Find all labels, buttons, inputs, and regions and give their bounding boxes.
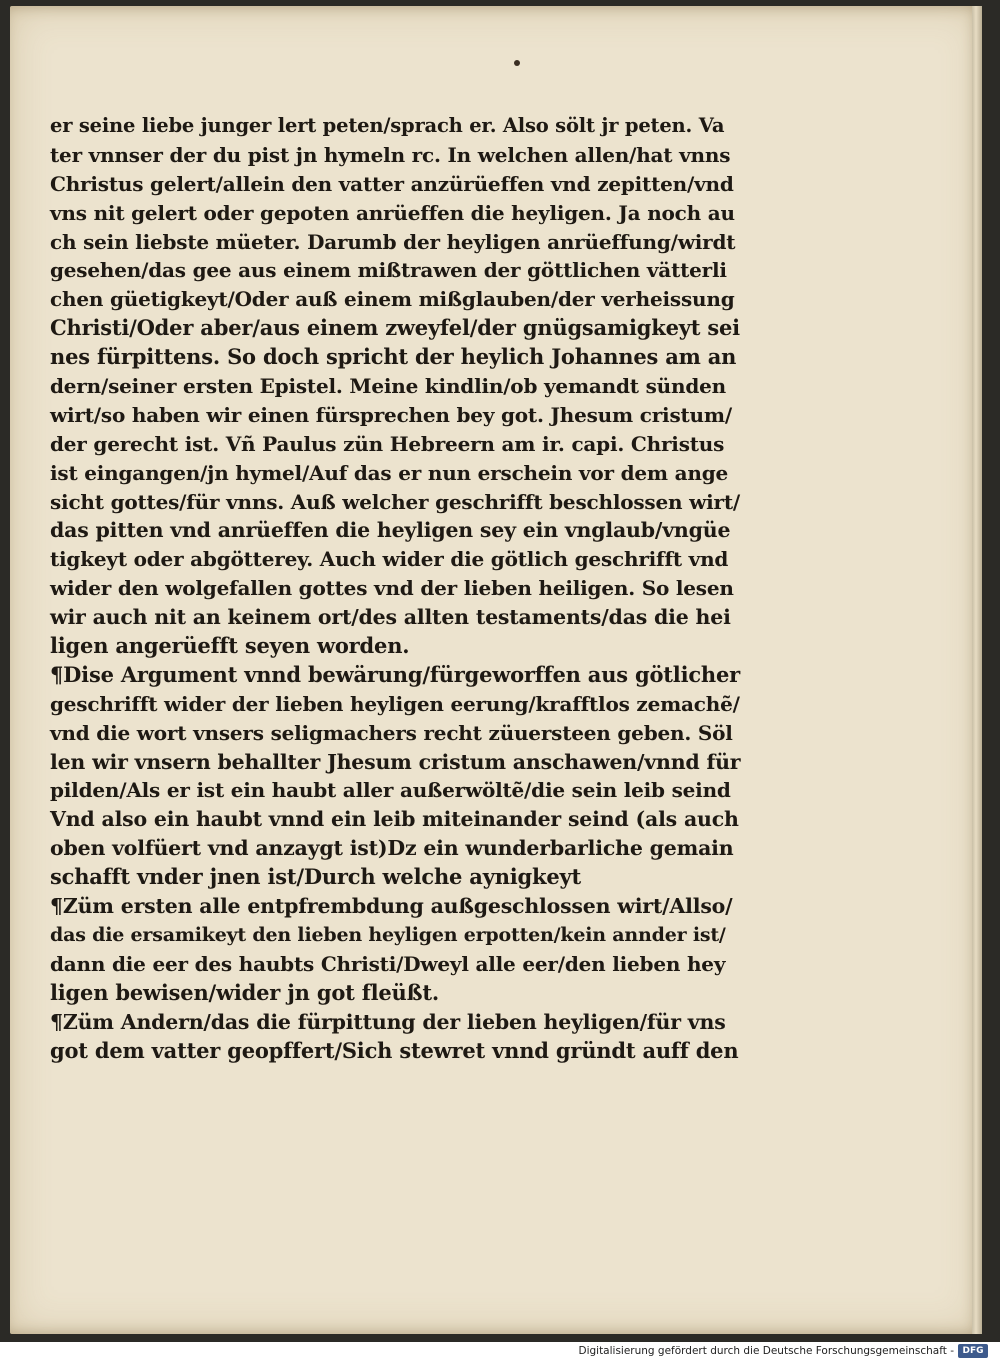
- text-line: len wir vnsern behallter Jhesum cristum anschawen/vnnd für: [50, 749, 741, 774]
- text-line: das pitten vnd anrüeffen die heyligen sey ein vnglaub/vngüe: [50, 518, 731, 543]
- text-line: wider den wolgefallen gottes vnd der lieben heiligen. So lesen: [50, 576, 734, 601]
- text-line: ist eingangen/jn hymel/Auf das er nun erschein vor dem ange: [50, 460, 729, 485]
- text-line: nes fürpittens. So doch spricht der heylich Johannes am an: [50, 344, 737, 370]
- text-line: wirt/so haben wir einen fürsprechen bey got. Jhesum cristum/: [50, 402, 732, 427]
- ink-dot: [514, 60, 520, 66]
- text-line: wir auch nit an keinem ort/des allten testaments/das die hei: [50, 605, 731, 630]
- text-line: schafft vnder jnen ist/Durch welche aynigkeyt: [50, 864, 582, 890]
- text-line: got dem vatter geopffert/Sich stewret vnnd gründt auff den: [50, 1037, 739, 1063]
- text-line: vnd die wort vnsers seligmachers recht züuersteen geben. Söl: [50, 720, 733, 745]
- footer: [0, 1342, 1000, 1362]
- text-line: sicht gottes/für vnns. Auß welcher geschrifft beschlossen wirt/: [50, 489, 740, 514]
- text-line: chen güetigkeyt/Oder auß einem mißglauben/der verheissung: [50, 287, 735, 312]
- text-line: ¶Dise Argument vnnd bewärung/fürgeworffen aus götlicher: [50, 661, 741, 687]
- text-line: ¶Züm Andern/das die fürpittung der lieben heyligen/für vns: [50, 1009, 726, 1034]
- text-line: gesehen/das gee aus einem mißtrawen der göttlichen vätterli: [50, 258, 727, 283]
- text-line: oben volfüert vnd anzaygt ist)Dz ein wunderbarliche gemain: [50, 836, 734, 861]
- text-line: ligen angerüefft seyen worden.: [50, 633, 410, 659]
- text-line: das die ersamikeyt den lieben heyligen erpotten/kein annder ist/: [50, 923, 726, 946]
- text-line: der gerecht ist. Vñ Paulus zün Hebreern am ir. capi. Christus: [50, 431, 725, 456]
- text-line: geschrifft wider der lieben heyligen eerung/krafftlos zemachẽ/: [50, 691, 740, 716]
- text-line: er seine liebe junger lert peten/sprach er. Also sölt jr peten. Va: [50, 114, 725, 137]
- page-text: [50, 112, 740, 1065]
- dfg-logo: DFG: [958, 1344, 988, 1358]
- footer-credit: Digitalisierung gefördert durch die Deutsche Forschungsgemeinschaft -: [578, 1345, 954, 1357]
- text-line: ch sein liebste müeter. Darumb der heyligen anrüeffung/wirdt: [50, 229, 736, 254]
- text-line: Vnd also ein haubt vnnd ein leib miteinander seind (als auch: [50, 807, 739, 832]
- text-line: dann die eer des haubts Christi/Dweyl alle eer/den lieben hey: [50, 951, 726, 976]
- text-line: tigkeyt oder abgötterey. Auch wider die götlich geschrifft vnd: [50, 547, 729, 572]
- text-line: ter vnnser der du pist jn hymeln rc. In welchen allen/hat vnns: [50, 142, 731, 167]
- text-line: dern/seiner ersten Epistel. Meine kindlin/ob yemandt sünden: [50, 374, 726, 399]
- text-line: ¶Züm ersten alle entpfrembdung außgeschlossen wirt/Allso/: [50, 894, 733, 919]
- text-line: Christus gelert/allein den vatter anzürüeffen vnd zepitten/vnd: [50, 171, 734, 196]
- text-line: ligen bewisen/wider jn got fleüßt.: [50, 979, 439, 1005]
- text-line: vns nit gelert oder gepoten anrüeffen die heyligen. Ja noch au: [50, 200, 735, 225]
- page-edge: [972, 6, 982, 1334]
- text-line: Christi/Oder aber/aus einem zweyfel/der gnügsamigkeyt sei: [50, 315, 740, 341]
- text-line: pilden/Als er ist ein haubt aller außerwöltẽ/die sein leib seind: [50, 778, 731, 803]
